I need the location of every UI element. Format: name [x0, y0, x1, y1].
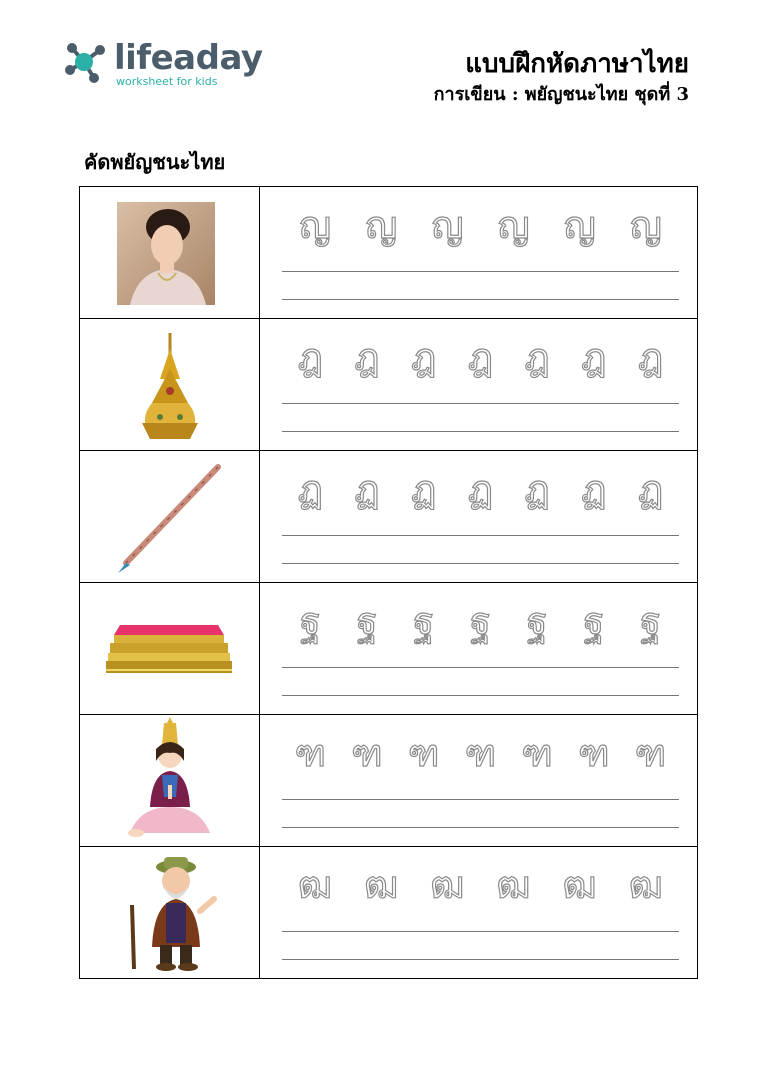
trace-letter[interactable]: ฐ: [526, 599, 548, 643]
trace-letter[interactable]: ฏ: [354, 467, 380, 511]
tracing-letters: [282, 461, 679, 517]
picture-cell: [80, 715, 260, 846]
trace-letter[interactable]: ฑ: [407, 731, 440, 775]
worksheet-row: [80, 715, 697, 847]
brand-tagline: worksheet for kids: [116, 75, 218, 88]
tracing-letters: [282, 329, 679, 385]
worksheet-row: [80, 583, 697, 715]
trace-letter[interactable]: ฒ: [562, 863, 597, 907]
writing-cell: [260, 319, 697, 450]
tracing-letters: [282, 857, 679, 913]
trace-letter[interactable]: ฎ: [581, 335, 607, 379]
thai-dancer-icon: [80, 715, 260, 847]
golden-crown-icon: [80, 319, 260, 451]
trace-letter[interactable]: ฏ: [637, 467, 664, 511]
trace-letter[interactable]: ฒ: [430, 863, 465, 907]
trace-letter[interactable]: ฏ: [524, 467, 550, 511]
spear-goad-icon: [80, 451, 260, 583]
trace-letter[interactable]: ฑ: [634, 731, 667, 775]
trace-letter[interactable]: ฒ: [628, 863, 664, 907]
writing-line[interactable]: [282, 959, 679, 960]
writing-line[interactable]: [282, 667, 679, 668]
writing-line[interactable]: [282, 563, 679, 564]
tracing-letters: [282, 593, 679, 649]
writing-line[interactable]: [282, 535, 679, 536]
trace-letter[interactable]: ฑ: [578, 731, 610, 775]
writing-line[interactable]: [282, 271, 679, 272]
trace-letter[interactable]: ฑ: [351, 731, 383, 775]
trace-letter[interactable]: ฑ: [294, 731, 327, 775]
worksheet-table: [79, 186, 698, 979]
page-subtitle: การเขียน : พยัญชนะไทย ชุดที่ 3: [433, 84, 689, 105]
trace-letter[interactable]: ฒ: [496, 863, 531, 907]
writing-cell: [260, 715, 697, 846]
picture-cell: [80, 451, 260, 582]
trace-letter[interactable]: ฒ: [364, 863, 399, 907]
page-title: แบบฝึกหัดภาษาไทย: [465, 49, 689, 79]
trace-letter[interactable]: ฒ: [297, 863, 333, 907]
trace-letter[interactable]: ฏ: [297, 467, 324, 511]
trace-letter[interactable]: ฐ: [299, 599, 321, 643]
trace-letter[interactable]: ฐ: [583, 599, 605, 643]
trace-letter[interactable]: ฎ: [637, 335, 664, 379]
trace-letter[interactable]: ฐ: [640, 599, 662, 643]
trace-letter[interactable]: ฎ: [411, 335, 437, 379]
trace-letter[interactable]: ฏ: [411, 467, 437, 511]
writing-line[interactable]: [282, 695, 679, 696]
writing-line[interactable]: [282, 299, 679, 300]
trace-letter[interactable]: ฏ: [581, 467, 607, 511]
brand-name: lifeaday: [114, 38, 263, 78]
trace-letter[interactable]: ฐ: [413, 599, 435, 643]
tracing-letters: [282, 197, 679, 253]
writing-cell: [260, 847, 697, 979]
worksheet-row: [80, 187, 697, 319]
trace-letter[interactable]: ฎ: [297, 335, 324, 379]
trace-letter[interactable]: ญ: [563, 203, 596, 247]
molecule-icon: [62, 36, 110, 86]
pedestal-base-icon: [80, 583, 260, 715]
brand-logo: [62, 36, 262, 92]
writing-line[interactable]: [282, 431, 679, 432]
trace-letter[interactable]: ญ: [365, 203, 398, 247]
old-man-icon: [80, 847, 260, 979]
trace-letter[interactable]: ฎ: [524, 335, 550, 379]
picture-cell: [80, 187, 260, 318]
worksheet-row: [80, 319, 697, 451]
tracing-letters: [282, 725, 679, 781]
trace-letter[interactable]: ฎ: [354, 335, 380, 379]
worksheet-row: [80, 847, 697, 979]
trace-letter[interactable]: ญ: [431, 203, 464, 247]
trace-letter[interactable]: ฑ: [464, 731, 497, 775]
writing-cell: [260, 451, 697, 582]
writing-line[interactable]: [282, 827, 679, 828]
trace-letter[interactable]: ญ: [497, 203, 530, 247]
writing-cell: [260, 583, 697, 714]
writing-cell: [260, 187, 697, 318]
trace-letter[interactable]: ญ: [298, 203, 332, 247]
picture-cell: [80, 583, 260, 714]
writing-line[interactable]: [282, 799, 679, 800]
picture-cell: [80, 847, 260, 979]
trace-letter[interactable]: ฏ: [467, 467, 494, 511]
trace-letter[interactable]: ฑ: [521, 731, 553, 775]
trace-letter[interactable]: ฐ: [469, 599, 491, 643]
writing-line[interactable]: [282, 931, 679, 932]
writing-line[interactable]: [282, 403, 679, 404]
picture-cell: [80, 319, 260, 450]
woman-portrait-icon: [80, 187, 260, 319]
section-label: คัดพยัญชนะไทย: [84, 150, 226, 174]
worksheet-row: [80, 451, 697, 583]
trace-letter[interactable]: ฎ: [467, 335, 494, 379]
trace-letter[interactable]: ฐ: [356, 599, 378, 643]
trace-letter[interactable]: ญ: [629, 203, 663, 247]
